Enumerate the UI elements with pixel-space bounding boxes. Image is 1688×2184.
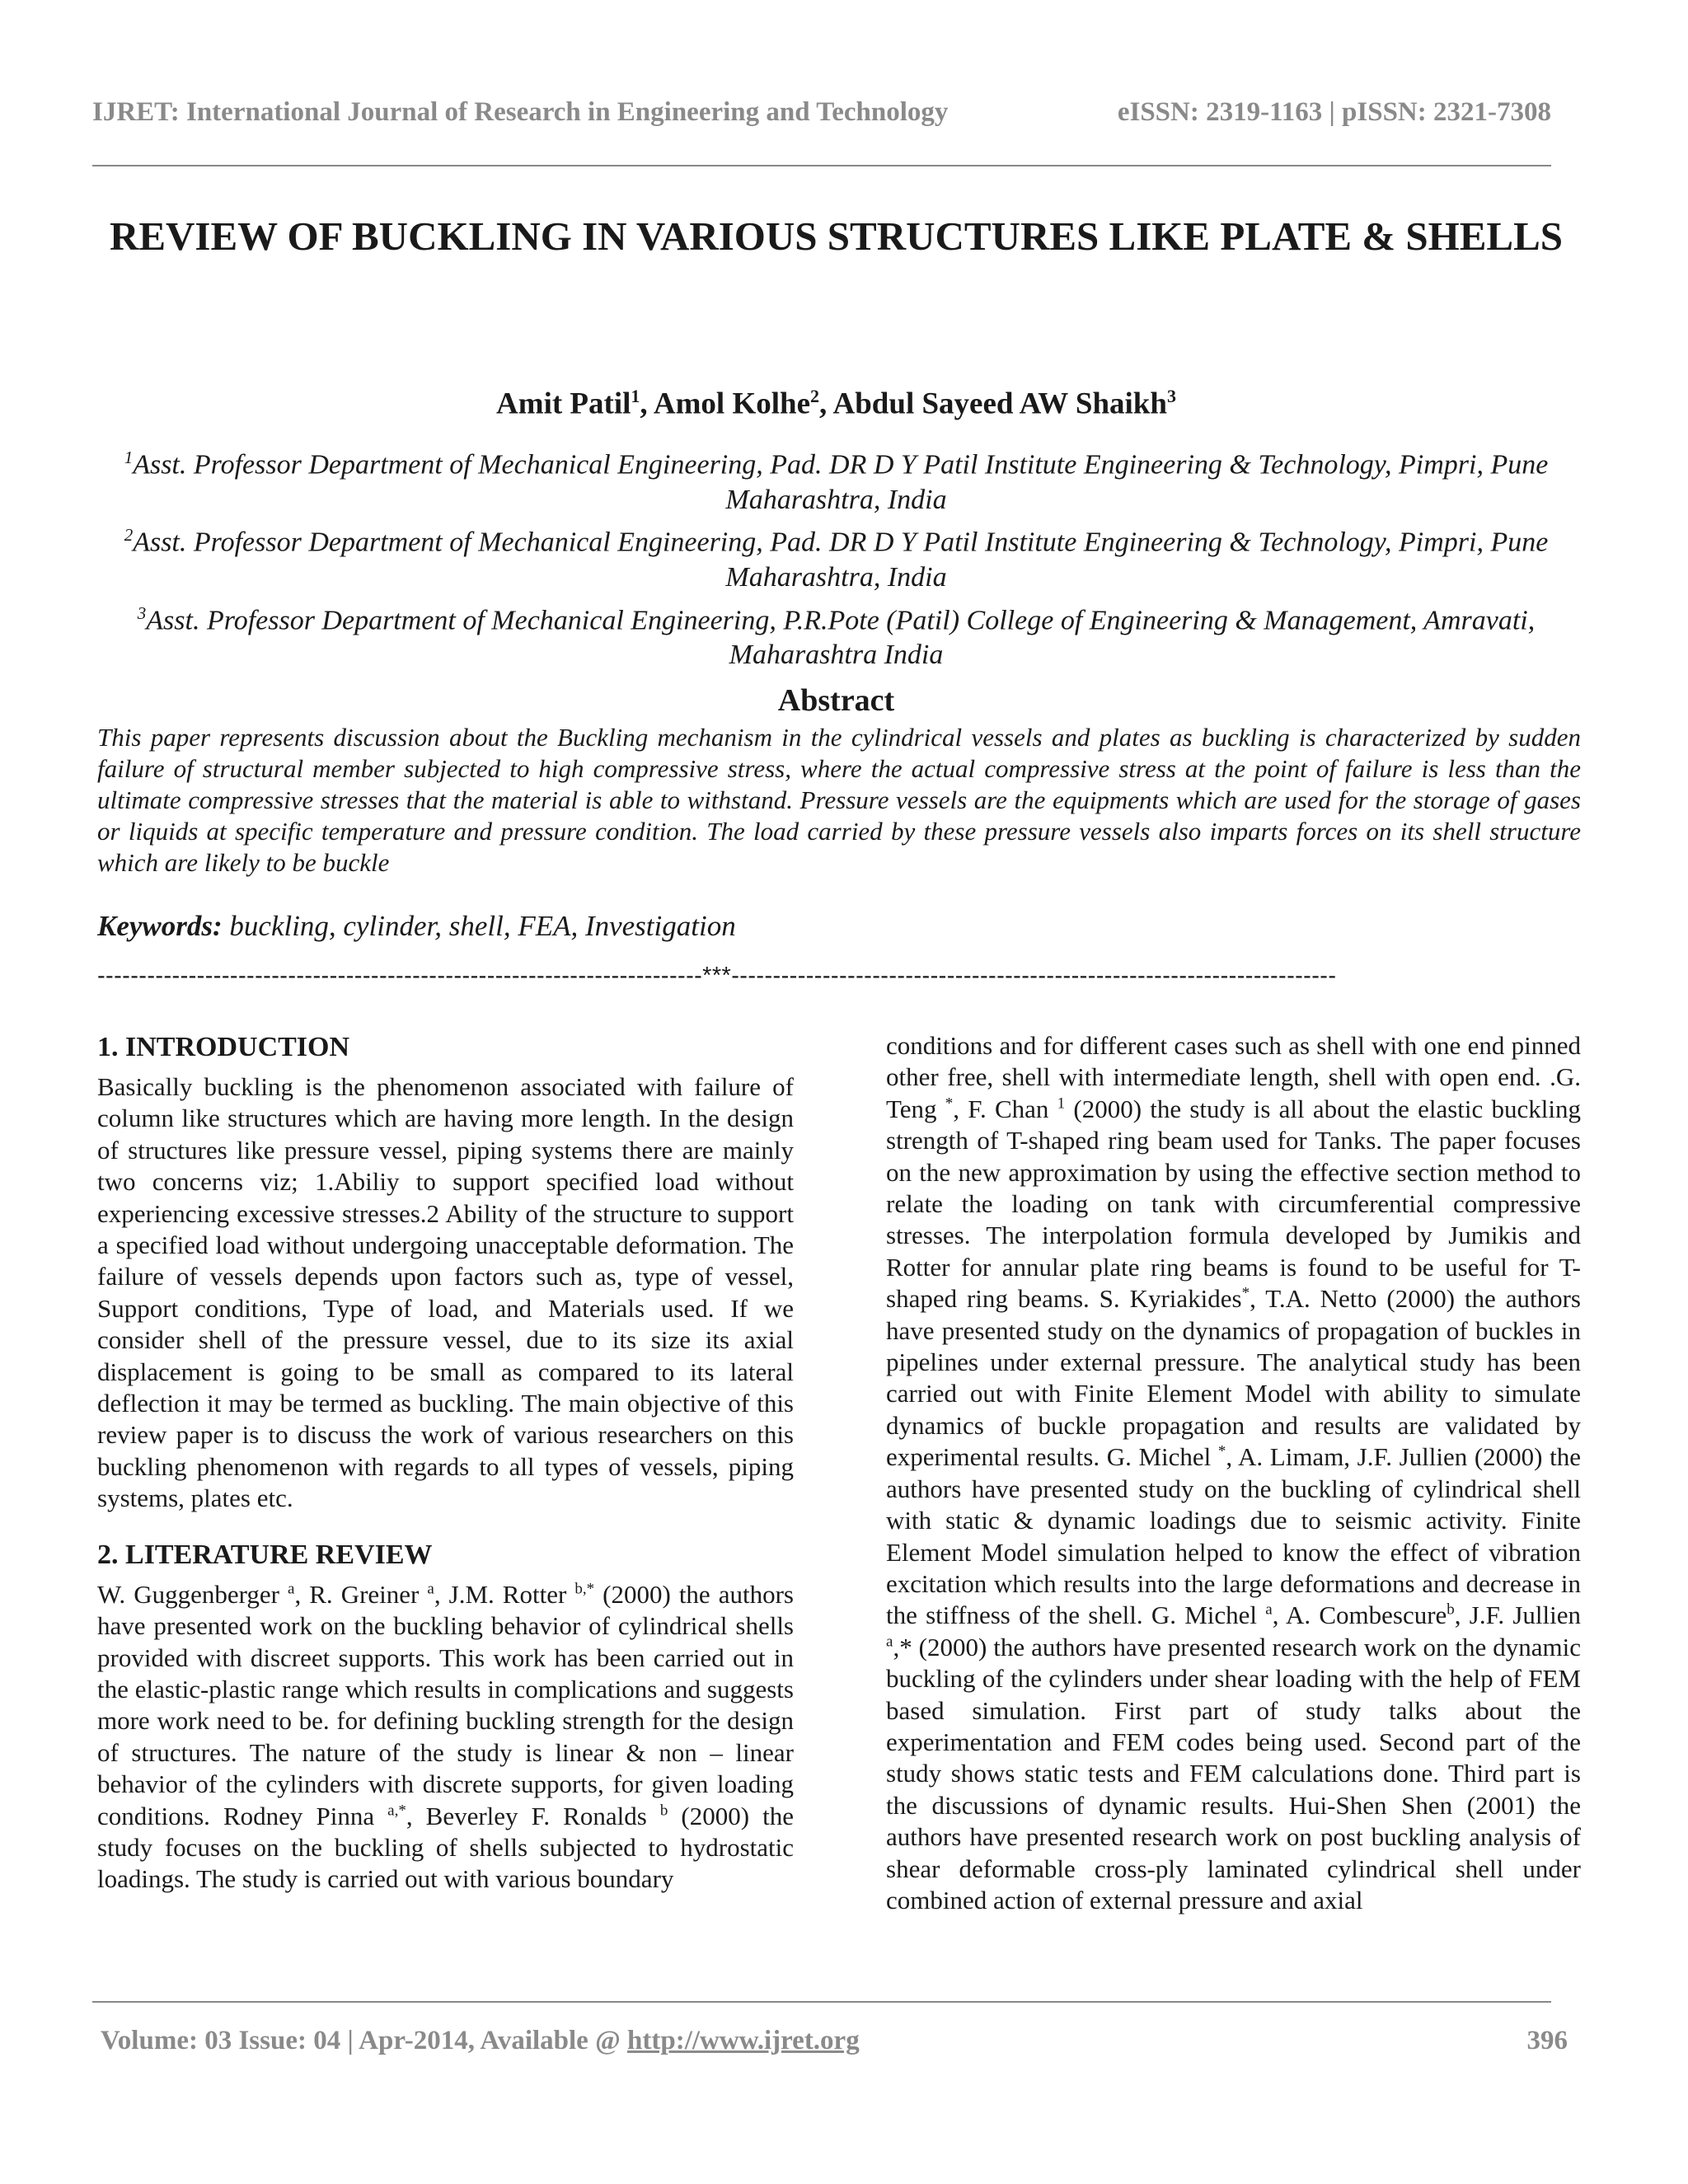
author-affil-number: 2 — [810, 386, 820, 406]
superscript: * — [1241, 1284, 1250, 1302]
text-run: ,* (2000) the authors have presented research work on the dynamic buckling of the cylinders under shear loading with the help of FEM based simulation. First part of study talks about the experimentation and FEM codes being used. Second part of the study shows static tests and FEM calculations done. Third part is the discussions of dynamic results. Hui-Shen Shen (2001) the authors have presented research work on post buckling analysis of shear deformable cross-ply laminated cylindrical shell under combined action of external pressure and axial — [886, 1632, 1581, 1915]
journal-name: IJRET: International Journal of Research in Engineering and Technology — [92, 97, 949, 127]
text-run: , Beverley F. Ronalds — [406, 1801, 660, 1830]
author-affil-number: 1 — [631, 386, 640, 406]
page-number: 396 — [1526, 2026, 1568, 2055]
affiliation-text: Asst. Professor Department of Mechanical Engineering, P.R.Pote (Patil) College of Engineering & Management, Amravati, Maharashtra India — [146, 604, 1536, 671]
text-run: (2000) the study is all about the elastic buckling strength of T-shaped ring beam used for Tanks. The paper focuses on the new approximation by using the effective section method to relate the loading on tank with circumferential compressive stresses. The interpolation formula developed by Jumikis and Rotter for annular plate ring beams is found to be useful for T-shaped ring beams. S. Kyriakides — [886, 1094, 1581, 1314]
text-run: , T.A. Netto (2000) the authors have presented study on the dynamics of propagation of buckles in pipelines under external pressure. The analytical study has been carried out with Finite Element Model with ability to simulate dynamics of buckle propagation and results are validated by experimental results. G. Michel — [886, 1284, 1581, 1472]
affiliation — [92, 440, 1580, 518]
text-run: , J.F. Jullien — [1454, 1601, 1582, 1630]
affiliation — [92, 596, 1580, 673]
footer-volume — [101, 2026, 860, 2056]
superscript: a — [427, 1580, 434, 1598]
page-footer — [101, 2026, 1568, 2056]
text-run: (2000) the study focuses on the buckling of shells subjected to hydrostatic loadings. The study is carried out with various boundary — [97, 1801, 794, 1894]
author-separator: , — [819, 387, 833, 421]
section-separator: -------------------------------------------------------------------------***------------------------------------------------------------------------- — [97, 963, 1337, 989]
literature-text-left — [97, 1579, 794, 1896]
superscript: * — [1217, 1442, 1226, 1460]
footer-rule — [92, 2001, 1551, 2003]
right-column — [886, 1030, 1581, 1916]
superscript: b — [1447, 1601, 1455, 1619]
affiliation-number: 1 — [124, 448, 134, 467]
author-name: Amit Patil — [496, 387, 631, 421]
affiliation-text: Asst. Professor Department of Mechanical Engineering, Pad. DR D Y Patil Institute Engineering & Technology, Pimpri, Pune Maharashtra, India — [133, 527, 1549, 593]
author-name: Amol Kolhe — [653, 387, 811, 421]
header-rule — [92, 165, 1551, 166]
affiliation-number: 3 — [137, 602, 147, 623]
abstract-heading: Abstract — [777, 683, 895, 718]
text-run: , F. Chan — [953, 1094, 1057, 1123]
text-run: , A. Combescure — [1272, 1601, 1447, 1630]
footer-volume-text: Volume: 03 Issue: 04 | Apr-2014, Available @ — [101, 2026, 628, 2055]
superscript: a — [1265, 1601, 1273, 1619]
literature-text-right — [886, 1030, 1581, 1916]
issn: eISSN: 2319-1163 | pISSN: 2321-7308 — [1117, 97, 1551, 127]
superscript: a — [288, 1580, 295, 1598]
text-run: , J.M. Rotter — [434, 1579, 575, 1609]
text-run: , A. Limam, J.F. Jullien (2000) the authors have presented study on the buckling of cylindrical shell with static & dynamic loadings due to seismic activity. Finite Element Model simulation helped to know the effect of vibration excitation which results into the large deformations and decrease in the stiffness of the shell. G. Michel — [886, 1442, 1581, 1630]
text-run: conditions and for different cases such as shell with one end pinned other free, shell with intermediate length, shell with open end. .G. Teng — [886, 1031, 1581, 1123]
superscript: 1 — [1057, 1094, 1066, 1113]
journal-header — [92, 97, 1551, 128]
author-name: Abdul Sayeed AW Shaikh — [832, 387, 1167, 421]
affiliations — [92, 440, 1580, 673]
text-run: (2000) the authors have presented work on the buckling behavior of cylindrical shells provided with discreet supports. This work has been carried out in the elastic-plastic range which results in complications and suggests more work need to be. for defining buckling strength for the design of structures. The nature of the study is linear & non – linear behavior of the cylinders with discrete supports, for given loading conditions. Rodney Pinna — [97, 1579, 794, 1830]
keywords-text: buckling, cylinder, shell, FEA, Investigation — [222, 910, 736, 942]
superscript: a — [886, 1633, 893, 1651]
left-column — [97, 1029, 794, 1896]
affiliation — [92, 518, 1580, 595]
author-list — [92, 386, 1580, 421]
abstract-text: This paper represents discussion about the Buckling mechanism in the cylindrical vessels and plates as buckling is characterized by sudden failure of structural member subjected to high compressive stress, where the actual compressive stress at the point of failure is less than the ultimate compressive stresses that the material is able to withstand. Pressure vessels are the equipments which are used for the storage of gases or liquids at specific temperature and pressure condition. The load carried by these pressure vessels also imparts forces on its shell structure which are likely to be buckle — [97, 723, 1581, 877]
introduction-heading: 1. INTRODUCTION — [97, 1032, 350, 1062]
affiliation-text: Asst. Professor Department of Mechanical Engineering, Pad. DR D Y Patil Institute Engineering & Technology, Pimpri, Pune Maharashtra, India — [133, 449, 1549, 515]
paper-title: REVIEW OF BUCKLING IN VARIOUS STRUCTURES LIKE PLATE & SHELLS — [109, 213, 1564, 259]
author-affil-number: 3 — [1166, 386, 1176, 406]
keywords — [97, 910, 1581, 943]
author-separator: , — [640, 387, 654, 421]
superscript: b,* — [574, 1580, 595, 1598]
affiliation-number: 2 — [124, 525, 134, 546]
superscript: b — [659, 1802, 668, 1820]
journal-link[interactable]: http://www.ijret.org — [627, 2026, 860, 2055]
keywords-label: Keywords: — [97, 910, 223, 942]
superscript: * — [945, 1094, 954, 1113]
text-run: W. Guggenberger — [97, 1579, 288, 1609]
introduction-text: Basically buckling is the phenomenon associated with failure of column like structures which are having more length. In the design of structures like pressure vessel, piping systems there are mainly two concerns viz; 1.Abiliy to support specified load without experiencing excessive stresses.2 Ability of the structure to support a specified load without undergoing unacceptable deformation. The failure of vessels depends upon factors such as, type of vessel, Support conditions, Type of load, and Materials used. If we consider shell of the pressure vessel, due to its size its axial displacement is going to be small as compared to its lateral deflection it may be termed as buckling. The main objective of this review paper is to discuss the work of various researchers on this buckling phenomenon with regards to all types of vessels, piping systems, plates etc. — [97, 1072, 794, 1513]
text-run: , R. Greiner — [294, 1579, 428, 1609]
superscript: a,* — [387, 1802, 406, 1820]
literature-heading: 2. LITERATURE REVIEW — [97, 1539, 433, 1570]
